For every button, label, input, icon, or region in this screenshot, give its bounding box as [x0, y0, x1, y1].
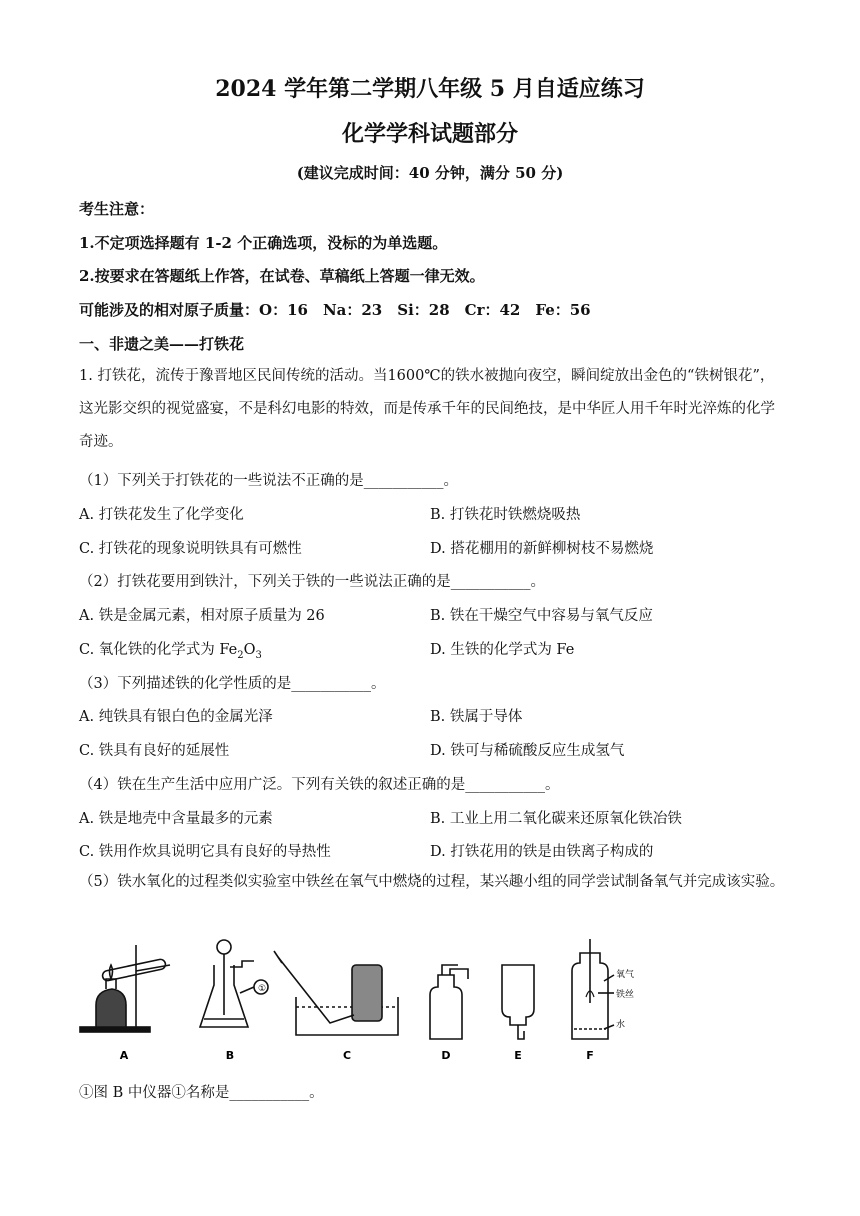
q3-option-d: D. 铁可与稀硫酸反应生成氢气	[430, 743, 625, 759]
apparatus-e	[502, 965, 534, 1039]
q3-option-c: C. 铁具有良好的延展性	[79, 743, 230, 759]
q4-stem: （4）铁在生产生活中应用广泛。下列有关铁的叙述正确的是___________。	[79, 777, 560, 793]
q1-option-b: B. 打铁花时铁燃烧吸热	[430, 507, 581, 523]
figure-label-c: C	[342, 1049, 352, 1062]
q1-option-c: C. 打铁花的现象说明铁具有可燃性	[79, 541, 302, 557]
q1-option-d: D. 搭花棚用的新鲜柳树枝不易燃烧	[430, 541, 654, 557]
apparatus-d	[430, 965, 468, 1039]
q4-option-c: C. 铁用作炊具说明它具有良好的导热性	[79, 844, 331, 860]
q4-option-b: B. 工业上用二氧化碳来还原氧化铁冶铁	[430, 811, 682, 827]
exam-time-note: (建议完成时间：40 分钟，满分 50 分)	[296, 164, 564, 182]
q4-option-a: A. 铁是地壳中含量最多的元素	[79, 811, 273, 827]
label-iron-wire: 铁丝	[616, 990, 635, 1000]
apparatus-f	[572, 939, 614, 1039]
apparatus-c	[274, 951, 398, 1035]
exam-title: 2024 学年第二学期八年级 5 月自适应练习	[215, 76, 645, 102]
q3-option-b: B. 铁属于导体	[430, 709, 523, 725]
figure-label-e: E	[514, 1049, 522, 1062]
label-water: 水	[616, 1020, 626, 1030]
q2-option-a: A. 铁是金属元素，相对原子质量为 26	[79, 608, 325, 624]
q2-stem: （2）打铁花要用到铁汁，下列关于铁的一些说法正确的是___________。	[79, 574, 545, 590]
figure-label-d: D	[441, 1049, 451, 1062]
q3-stem: （3）下列描述铁的化学性质的是___________。	[79, 676, 386, 692]
q3-option-a: A. 纯铁具有银白色的金属光泽	[79, 709, 273, 725]
notice-item-2: 2.按要求在答题纸上作答，在试卷、草稿纸上答题一律无效。	[79, 267, 485, 285]
exam-subject-title: 化学学科试题部分	[341, 121, 518, 147]
q2-option-d: D. 生铁的化学式为 Fe	[430, 642, 575, 658]
circle-label: ①	[257, 984, 267, 994]
question-1-intro: 1. 打铁花，流传于豫晋地区民间传统的活动。当1600℃的铁水被抛向夜空，瞬间绽放出金色的“铁树银花”，这光影交织的视觉盛宴，不是科幻电影的特效，而是传承千年的民间绝技，是中华匠人用千年时光淬炼的化学奇迹。	[79, 368, 775, 450]
q1-option-a: A. 打铁花发生了化学变化	[79, 507, 244, 523]
q5-stem: （5）铁水氧化的过程类似实验室中铁丝在氧气中燃烧的过程，某兴趣小组的同学尝试制备氧气并完成该实验。	[79, 874, 785, 890]
section-heading: 一、非遗之美——打铁花	[79, 335, 245, 353]
notice-heading: 考生注意：	[79, 200, 155, 218]
figure-label-a: A	[119, 1049, 129, 1062]
lab-apparatus-figure	[78, 935, 638, 1065]
figure-label-f: F	[586, 1049, 594, 1062]
atomic-masses: 可能涉及的相对原子质量：O：16 Na：23 Si：28 Cr：42 Fe：56	[79, 301, 591, 319]
q4-option-d: D. 打铁花用的铁是由铁离子构成的	[430, 844, 654, 860]
q2-option-b: B. 铁在干燥空气中容易与氧气反应	[430, 608, 653, 624]
q5-sub-1: ①图 B 中仪器①名称是___________。	[79, 1085, 324, 1101]
q2-option-c: C. 氧化铁的化学式为 $Fe_2O_3$	[79, 642, 262, 661]
apparatus-a	[80, 945, 170, 1032]
figure-label-b: B	[225, 1049, 235, 1062]
notice-item-1: 1.不定项选择题有 1-2 个正确选项，没标的为单选题。	[79, 234, 448, 252]
q1-stem: （1）下列关于打铁花的一些说法不正确的是___________。	[79, 473, 458, 489]
label-oxygen: 氧气	[616, 970, 635, 980]
